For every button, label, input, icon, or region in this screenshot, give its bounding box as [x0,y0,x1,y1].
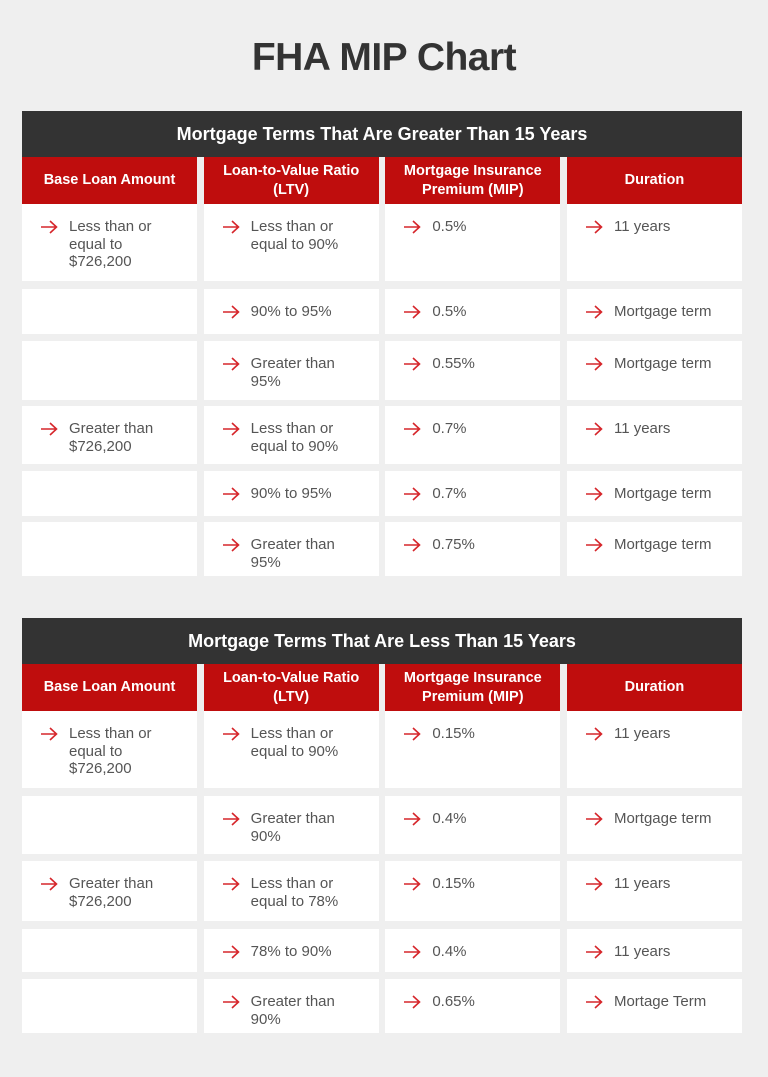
cell-text: Mortage Term [613,993,707,1010]
table-row [22,522,742,576]
arrow-right-icon [403,220,421,234]
arrow-right-icon [403,727,421,741]
table-row [22,929,742,972]
arrow-right-icon [403,487,421,501]
cell-ltv [204,796,379,854]
cell-ltv [204,929,379,972]
cell-text: Greater than 95% [250,355,335,390]
arrow-right-icon [585,422,603,436]
cell-text: Greater than 95% [250,536,335,571]
arrow-right-icon [222,945,240,959]
cell-text: 0.15% [432,875,475,892]
arrow-right-icon [585,538,603,552]
cell-base-loan-amount [22,406,197,464]
arrow-right-icon [403,945,421,959]
arrow-right-icon [585,357,603,371]
table-heading: Mortgage Terms That Are Greater Than 15 Years [22,111,742,157]
arrow-right-icon [585,877,603,891]
arrow-right-icon [403,357,421,371]
arrow-right-icon [222,305,240,319]
cell-mip [385,979,560,1033]
cell-ltv [204,861,379,921]
cell-duration [567,929,742,972]
column-header-duration: Duration [567,157,742,204]
arrow-right-icon [585,945,603,959]
table-row [22,204,742,281]
cell-duration [567,341,742,400]
cell-text: Less than or equal to 78% [250,875,339,910]
table-heading: Mortgage Terms That Are Less Than 15 Years [22,618,742,664]
arrow-right-icon [403,812,421,826]
cell-ltv [204,204,379,281]
cell-base-loan-amount [22,471,197,516]
arrow-right-icon [222,812,240,826]
arrow-right-icon [585,220,603,234]
cell-text: 90% to 95% [250,303,332,320]
column-header-mip: Mortgage Insurance Premium (MIP) [385,664,560,711]
arrow-right-icon [222,487,240,501]
cell-text: 0.55% [432,355,475,372]
cell-mip [385,341,560,400]
cell-mip [385,861,560,921]
cell-text: Mortgage term [613,810,712,827]
cell-text: 11 years [613,725,671,742]
cell-base-loan-amount [22,522,197,576]
arrow-right-icon [403,305,421,319]
cell-mip [385,711,560,788]
column-header-row [22,664,742,711]
cell-duration [567,522,742,576]
column-header-base-loan-amount: Base Loan Amount [22,157,197,204]
arrow-right-icon [585,727,603,741]
cell-ltv [204,471,379,516]
cell-duration [567,204,742,281]
arrow-right-icon [222,422,240,436]
arrow-right-icon [585,305,603,319]
arrow-right-icon [222,538,240,552]
cell-text: 0.75% [432,536,475,553]
column-header-mip: Mortgage Insurance Premium (MIP) [385,157,560,204]
cell-base-loan-amount [22,979,197,1033]
cell-text: Less than or equal to 90% [250,420,339,455]
cell-text: 11 years [613,218,671,235]
arrow-right-icon [585,487,603,501]
cell-text: Mortgage term [613,536,712,553]
cell-text: Greater than $726,200 [69,420,154,455]
arrow-right-icon [40,220,58,234]
page-title: FHA MIP Chart [251,36,517,79]
cell-base-loan-amount [22,796,197,854]
cell-ltv [204,406,379,464]
cell-ltv [204,979,379,1033]
cell-ltv [204,289,379,334]
cell-mip [385,406,560,464]
cell-base-loan-amount [22,861,197,921]
arrow-right-icon [585,995,603,1009]
arrow-right-icon [40,422,58,436]
cell-text: Greater than $726,200 [69,875,154,910]
cell-mip [385,796,560,854]
cell-text: 11 years [613,943,671,960]
cell-text: 0.7% [432,420,467,437]
cell-text: 0.7% [432,485,467,502]
cell-base-loan-amount [22,711,197,788]
cell-text: 11 years [613,420,671,437]
cell-duration [567,406,742,464]
cell-ltv [204,711,379,788]
column-header-ltv: Loan-to-Value Ratio (LTV) [204,664,379,711]
cell-text: 11 years [613,875,671,892]
cell-base-loan-amount [22,341,197,400]
cell-mip [385,522,560,576]
cell-mip [385,204,560,281]
cell-text: 0.15% [432,725,475,742]
table-row [22,796,742,854]
arrow-right-icon [403,995,421,1009]
cell-text: 0.5% [432,218,467,235]
table-row [22,711,742,788]
cell-duration [567,861,742,921]
cell-base-loan-amount [22,289,197,334]
cell-text: Less than or equal to 90% [250,218,339,253]
cell-text: Greater than 90% [250,993,335,1028]
cell-base-loan-amount [22,204,197,281]
table-row [22,406,742,464]
mip-table-over-15-years [22,111,742,576]
cell-text: 0.65% [432,993,475,1010]
arrow-right-icon [403,422,421,436]
table-row [22,471,742,516]
column-header-base-loan-amount: Base Loan Amount [22,664,197,711]
cell-text: 0.5% [432,303,467,320]
cell-text: 90% to 95% [250,485,332,502]
cell-text: 78% to 90% [250,943,332,960]
cell-duration [567,979,742,1033]
column-header-duration: Duration [567,664,742,711]
table-row [22,979,742,1033]
arrow-right-icon [222,357,240,371]
arrow-right-icon [403,877,421,891]
arrow-right-icon [403,538,421,552]
cell-duration [567,289,742,334]
arrow-right-icon [40,877,58,891]
mip-table-under-15-years [22,618,742,1033]
cell-ltv [204,522,379,576]
arrow-right-icon [222,995,240,1009]
cell-mip [385,471,560,516]
cell-duration [567,711,742,788]
table-row [22,861,742,921]
column-header-row [22,157,742,204]
cell-text: 0.4% [432,810,467,827]
cell-ltv [204,341,379,400]
cell-duration [567,471,742,516]
column-header-ltv: Loan-to-Value Ratio (LTV) [204,157,379,204]
cell-base-loan-amount [22,929,197,972]
arrow-right-icon [222,877,240,891]
cell-text: Greater than 90% [250,810,335,845]
cell-text: Mortgage term [613,485,712,502]
cell-text: Mortgage term [613,355,712,372]
cell-mip [385,929,560,972]
arrow-right-icon [222,220,240,234]
arrow-right-icon [222,727,240,741]
cell-text: Less than or equal to 90% [250,725,339,760]
cell-mip [385,289,560,334]
cell-text: Less than or equal to $726,200 [69,725,152,777]
table-row [22,289,742,334]
cell-text: 0.4% [432,943,467,960]
cell-duration [567,796,742,854]
cell-text: Less than or equal to $726,200 [69,218,152,270]
cell-text: Mortgage term [613,303,712,320]
table-row [22,341,742,400]
arrow-right-icon [585,812,603,826]
arrow-right-icon [40,727,58,741]
